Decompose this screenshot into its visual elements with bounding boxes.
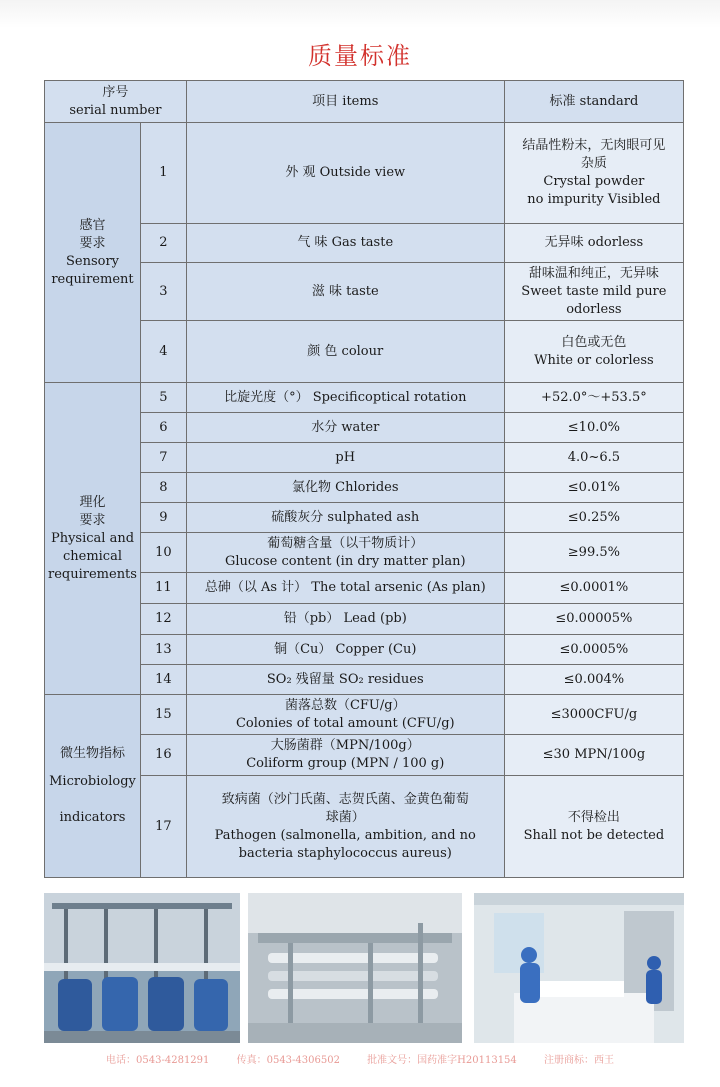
footer-trademark: 注册商标：西王 xyxy=(543,1055,614,1066)
row-number: 3 xyxy=(140,263,186,321)
table-row xyxy=(45,473,684,503)
row-standard: ≤3000CFU/g xyxy=(504,695,683,735)
row-item: 总砷（以 As 计） The total arsenic (As plan) xyxy=(186,573,504,604)
row-standard: 不得检出 Shall not be detected xyxy=(504,776,683,878)
row-standard: ≤0.004% xyxy=(504,665,683,695)
row-standard: ≤0.00005% xyxy=(504,604,683,635)
row-standard: ≤30 MPN/100g xyxy=(504,735,683,776)
row-number: 16 xyxy=(140,735,186,776)
header-standard: 标准 standard xyxy=(504,81,683,123)
table-row xyxy=(45,695,684,735)
footer-fax: 传真：0543-4306502 xyxy=(236,1055,340,1066)
row-standard: ≤0.0001% xyxy=(504,573,683,604)
table-row xyxy=(45,321,684,383)
row-standard: 无异味 odorless xyxy=(504,224,683,263)
row-item: 滋 味 taste xyxy=(186,263,504,321)
row-item: 大肠菌群（MPN/100g） Coliform group (MPN / 100 g) xyxy=(186,735,504,776)
row-number: 2 xyxy=(140,224,186,263)
table-row xyxy=(45,503,684,533)
table-row xyxy=(45,665,684,695)
table-row xyxy=(45,533,684,573)
category-micro: 微生物指标 Microbiology indicators xyxy=(45,695,141,878)
row-item: 气 味 Gas taste xyxy=(186,224,504,263)
header-items: 项目 items xyxy=(186,81,504,123)
row-number: 11 xyxy=(140,573,186,604)
table-row xyxy=(45,635,684,665)
row-standard: ≤10.0% xyxy=(504,413,683,443)
row-item: SO₂ 残留量 SO₂ residues xyxy=(186,665,504,695)
row-number: 9 xyxy=(140,503,186,533)
table-row xyxy=(45,413,684,443)
header-serial-zh: 序号 xyxy=(102,84,129,100)
table-row xyxy=(45,776,684,878)
row-item: 硫酸灰分 sulphated ash xyxy=(186,503,504,533)
row-number: 12 xyxy=(140,604,186,635)
row-number: 13 xyxy=(140,635,186,665)
row-item: 菌落总数（CFU/g） Colonies of total amount (CFU/g) xyxy=(186,695,504,735)
row-number: 17 xyxy=(140,776,186,878)
contact-footer xyxy=(0,1051,720,1066)
page-title: 质量标准 xyxy=(308,42,412,70)
category-physical: 理化 要求 Physical and chemical requirements xyxy=(45,383,141,695)
row-item: 外 观 Outside view xyxy=(186,123,504,224)
table-row xyxy=(45,735,684,776)
table-row xyxy=(45,573,684,604)
header-serial-en: serial number xyxy=(69,102,162,118)
row-standard: ≤0.01% xyxy=(504,473,683,503)
row-number: 8 xyxy=(140,473,186,503)
header-band xyxy=(0,0,720,28)
table-row xyxy=(45,383,684,413)
row-standard: ≥99.5% xyxy=(504,533,683,573)
row-number: 6 xyxy=(140,413,186,443)
row-standard: +52.0°～+53.5° xyxy=(504,383,683,413)
table-row xyxy=(45,263,684,321)
row-item: 铜（Cu） Copper (Cu) xyxy=(186,635,504,665)
category-sensory: 感官 要求 Sensory requirement xyxy=(45,123,141,383)
quality-standard-table xyxy=(44,80,684,878)
row-item: 颜 色 colour xyxy=(186,321,504,383)
row-standard: 甜味温和纯正，无异味 Sweet taste mild pure odorless xyxy=(504,263,683,321)
row-number: 15 xyxy=(140,695,186,735)
row-number: 4 xyxy=(140,321,186,383)
factory-tanks-photo xyxy=(44,893,240,1043)
table-row xyxy=(45,224,684,263)
row-item: 致病菌（沙门氏菌、志贺氏菌、金黄色葡萄 球菌） Pathogen (salmonella, ambition, and no bacteria staphylococcus aureus) xyxy=(186,776,504,878)
pipeline-equipment-photo xyxy=(248,893,462,1043)
table-header-row xyxy=(45,81,684,123)
cleanroom-workers-photo xyxy=(474,893,684,1043)
row-standard: 4.0~6.5 xyxy=(504,443,683,473)
row-item: 氯化物 Chlorides xyxy=(186,473,504,503)
photo-strip xyxy=(44,893,684,1043)
footer-approval: 批准文号：国药准字H20113154 xyxy=(367,1055,517,1066)
row-standard: 白色或无色 White or colorless xyxy=(504,321,683,383)
table-row xyxy=(45,604,684,635)
row-number: 5 xyxy=(140,383,186,413)
row-item: 比旋光度（°） Specificoptical rotation xyxy=(186,383,504,413)
row-item: 铅（pb） Lead (pb) xyxy=(186,604,504,635)
row-item: 水分 water xyxy=(186,413,504,443)
header-serial xyxy=(45,81,187,123)
row-item: pH xyxy=(186,443,504,473)
row-standard: ≤0.25% xyxy=(504,503,683,533)
row-number: 14 xyxy=(140,665,186,695)
row-number: 7 xyxy=(140,443,186,473)
row-standard: 结晶性粉末，无肉眼可见 杂质 Crystal powder no impurity Visibled xyxy=(504,123,683,224)
row-standard: ≤0.0005% xyxy=(504,635,683,665)
row-item: 葡萄糖含量（以干物质计） Glucose content (in dry matter plan) xyxy=(186,533,504,573)
table-row xyxy=(45,443,684,473)
row-number: 1 xyxy=(140,123,186,224)
footer-phone: 电话：0543-4281291 xyxy=(106,1055,210,1066)
row-number: 10 xyxy=(140,533,186,573)
table-row xyxy=(45,123,684,224)
